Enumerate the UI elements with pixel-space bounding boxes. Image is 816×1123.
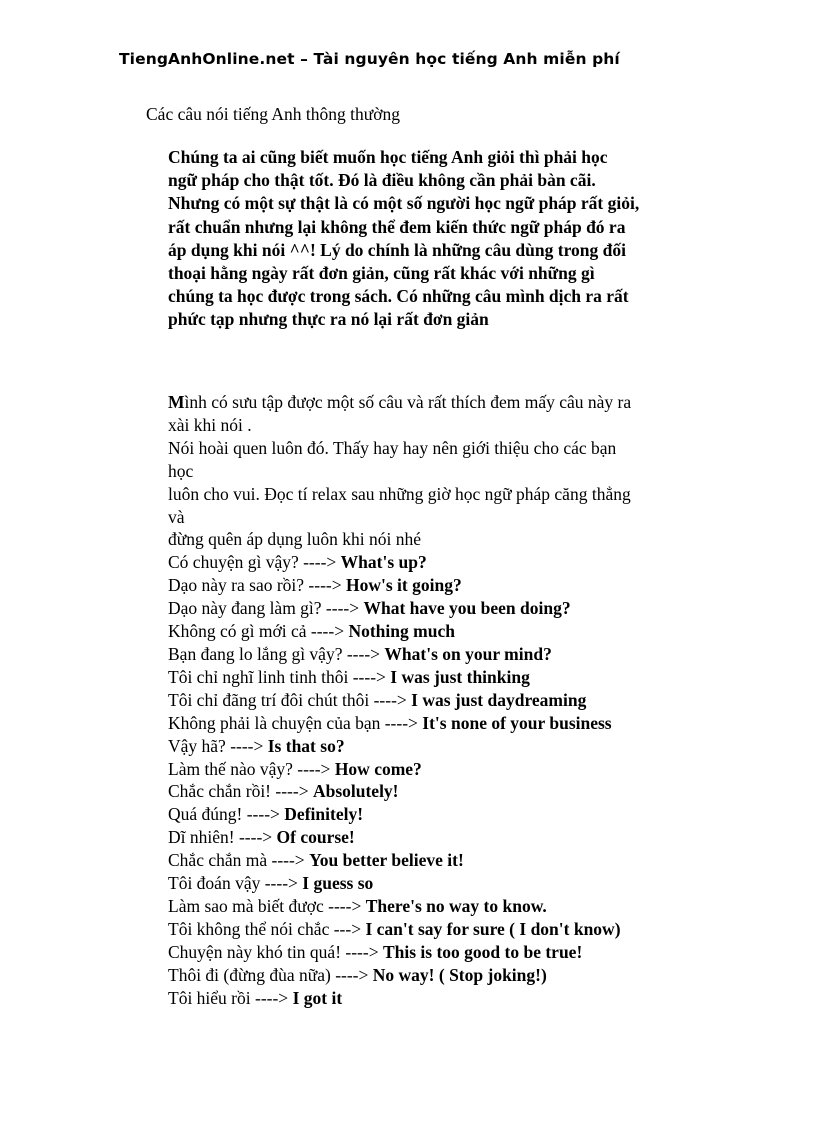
phrase-item xyxy=(168,551,688,574)
phrase-english: No way! ( Stop joking!) xyxy=(372,964,547,985)
body-line: Nói hoài quen luôn đó. Thấy hay hay nên giới thiệu cho các bạn xyxy=(168,437,617,458)
phrase-item xyxy=(168,987,688,1010)
phrase-english: What's up? xyxy=(340,552,427,573)
phrase-english: How's it going? xyxy=(345,575,462,596)
intro-paragraph xyxy=(168,146,688,332)
phrase-item xyxy=(168,712,688,735)
phrase-item xyxy=(168,780,688,803)
phrase-english: Absolutely! xyxy=(312,781,399,802)
body-first-line-text: ình có sưu tập được một số câu và rất thích đem mấy câu này ra xyxy=(184,392,632,412)
body-line: luôn cho vui. Đọc tí relax sau những giờ học ngữ pháp căng thẳng xyxy=(168,483,631,504)
phrase-english: What have you been doing? xyxy=(363,598,571,619)
intro-line: thoại hằng ngày rất đơn giản, cũng rất khác với những gì xyxy=(168,263,595,284)
phrase-vietnamese: Tôi không thể nói chắc ---> xyxy=(168,918,366,939)
phrase-english: This is too good to be true! xyxy=(382,941,583,962)
phrase-item xyxy=(168,666,688,689)
phrase-vietnamese: Tôi đoán vậy ----> xyxy=(168,873,303,894)
intro-line: rất chuẩn nhưng lại không thể đem kiến thức ngữ pháp đó ra xyxy=(168,216,626,237)
body-line: xài khi nói . xyxy=(168,414,252,435)
phrase-item xyxy=(168,574,688,597)
phrase-english: There's no way to know. xyxy=(365,895,547,916)
intro-line: ngữ pháp cho thật tốt. Đó là điều không cần phải bàn cãi. xyxy=(168,170,596,191)
phrase-item xyxy=(168,964,688,987)
document-subtitle: Các câu nói tiếng Anh thông thường xyxy=(146,104,400,124)
phrase-vietnamese: Bạn đang lo lắng gì vậy? ----> xyxy=(168,643,385,664)
phrase-vietnamese: Chuyện này khó tin quá! ----> xyxy=(168,941,383,962)
intro-line: phức tạp nhưng thực ra nó lại rất đơn giản xyxy=(168,309,489,330)
body-line: đừng quên áp dụng luôn khi nói nhé xyxy=(168,529,421,550)
phrase-item xyxy=(168,918,688,941)
phrase-vietnamese: Dĩ nhiên! ----> xyxy=(168,827,277,848)
phrase-vietnamese: Tôi chỉ nghĩ linh tinh thôi ----> xyxy=(168,666,391,687)
phrase-vietnamese: Thôi đi (đừng đùa nữa) ----> xyxy=(168,964,373,985)
intro-line: áp dụng khi nói ^^! Lý do chính là những câu dùng trong đối xyxy=(168,239,626,260)
phrase-english: How come? xyxy=(334,758,422,779)
phrase-english: It's none of your business xyxy=(422,712,612,733)
intro-line: chúng ta học được trong sách. Có những câu mình dịch ra rất xyxy=(168,286,629,307)
phrase-item xyxy=(168,941,688,964)
phrase-vietnamese: Vậy hã? ----> xyxy=(168,735,268,756)
phrase-vietnamese: Dạo này ra sao rồi? ----> xyxy=(168,575,346,596)
phrase-english: Definitely! xyxy=(284,804,364,825)
phrase-vietnamese: Có chuyện gì vậy? ----> xyxy=(168,552,341,573)
intro-line: Nhưng có một sự thật là có một số người học ngữ pháp rất giỏi, xyxy=(168,193,640,214)
body-text xyxy=(168,391,688,1009)
phrase-english: You better believe it! xyxy=(309,850,464,871)
phrase-vietnamese: Chắc chắn rồi! ----> xyxy=(168,781,313,802)
phrase-vietnamese: Quá đúng! ----> xyxy=(168,804,285,825)
phrase-vietnamese: Dạo này đang làm gì? ----> xyxy=(168,598,364,619)
phrase-item xyxy=(168,689,688,712)
phrase-english: Nothing much xyxy=(348,621,455,642)
phrase-item xyxy=(168,735,688,758)
phrase-item xyxy=(168,826,688,849)
phrase-english: I can't say for sure ( I don't know) xyxy=(365,918,621,939)
intro-line: Chúng ta ai cũng biết muốn học tiếng Anh giỏi thì phải học xyxy=(168,147,608,167)
phrase-item xyxy=(168,620,688,643)
phrase-english: I guess so xyxy=(302,873,374,894)
phrase-vietnamese: Làm sao mà biết được ----> xyxy=(168,895,366,916)
phrase-english: I was just daydreaming xyxy=(411,689,587,710)
drop-letter: M xyxy=(168,392,185,412)
phrase-item xyxy=(168,597,688,620)
page-header-title: TiengAnhOnline.net – Tài nguyên học tiếng Anh miễn phí xyxy=(119,50,620,68)
phrase-english: I was just thinking xyxy=(390,666,530,687)
phrase-item xyxy=(168,758,688,781)
phrase-item xyxy=(168,895,688,918)
phrase-english: Of course! xyxy=(276,827,355,848)
phrase-item xyxy=(168,849,688,872)
phrase-english: Is that so? xyxy=(267,735,345,756)
phrase-item xyxy=(168,872,688,895)
phrase-item xyxy=(168,803,688,826)
phrase-english: I got it xyxy=(292,987,343,1008)
body-line xyxy=(168,391,688,414)
phrase-vietnamese: Chắc chắn mà ----> xyxy=(168,850,310,871)
phrase-vietnamese: Tôi hiểu rồi ----> xyxy=(168,987,293,1008)
phrase-vietnamese: Tôi chỉ đãng trí đôi chút thôi ----> xyxy=(168,689,412,710)
body-line: học xyxy=(168,460,194,481)
phrase-english: What's on your mind? xyxy=(384,643,552,664)
body-line: và xyxy=(168,506,185,527)
phrase-vietnamese: Làm thế nào vậy? ----> xyxy=(168,758,335,779)
phrase-vietnamese: Không phải là chuyện của bạn ----> xyxy=(168,712,423,733)
phrase-item xyxy=(168,643,688,666)
phrase-vietnamese: Không có gì mới cả ----> xyxy=(168,621,349,642)
